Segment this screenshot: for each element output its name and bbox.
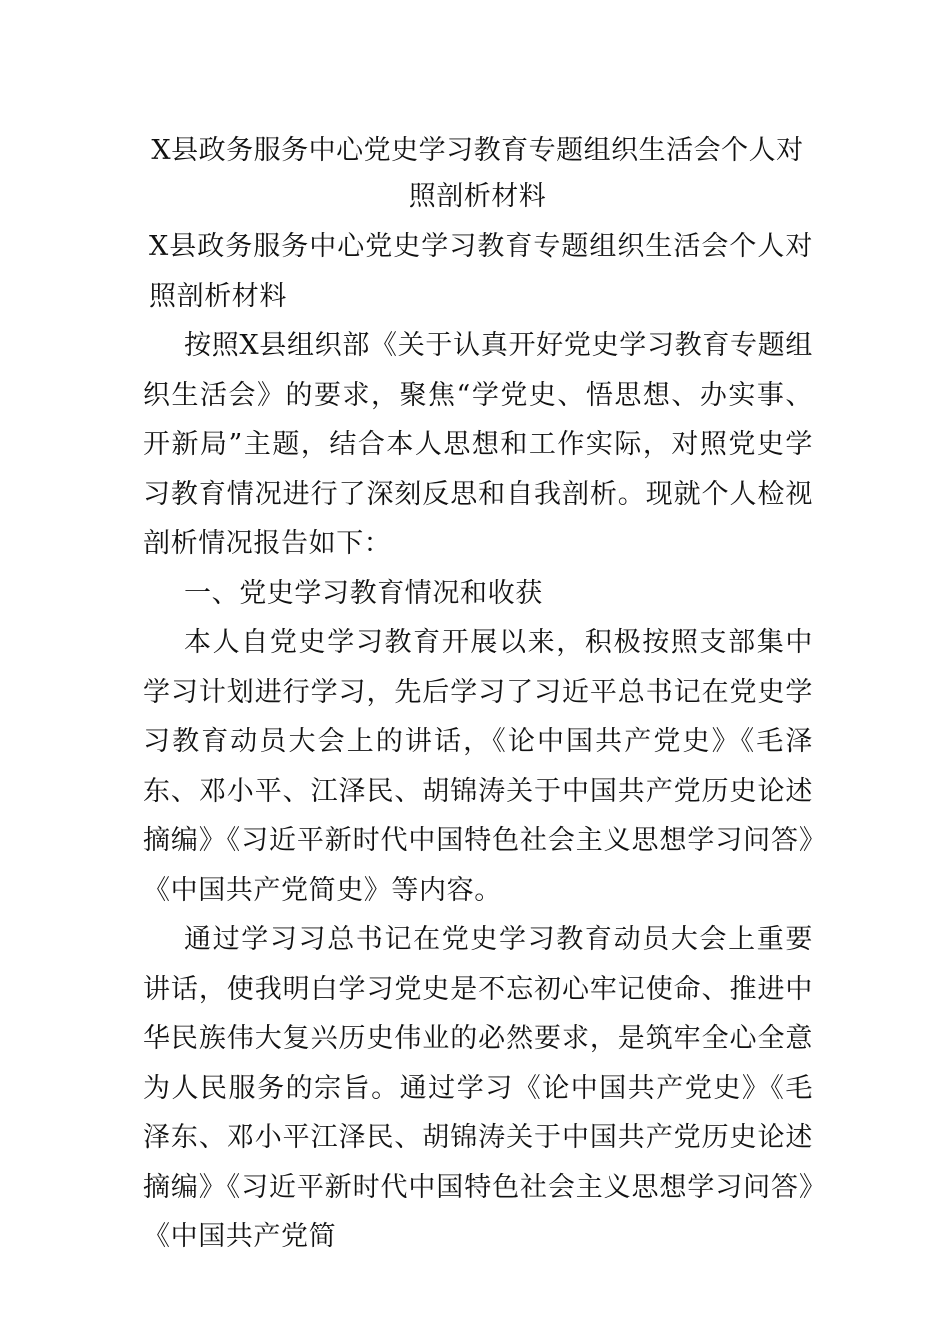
document-body [143,222,813,1262]
document-title: X县政务服务中心党史学习教育专题组织生活会个人对照剖析材料 [151,135,804,212]
paragraph-gains: 通过学习习总书记在党史学习教育动员大会上重要讲话，使我明白学习党史是不忘初心牢记使命、推进中华民族伟大复兴历史伟业的必然要求，是筑牢全心全意为人民服务的宗旨。通过学习《论中国共产党史》《毛泽东、邓小平江泽民、胡锦涛关于中国共产党历史论述摘编》《习近平新时代中国特色社会主义思想学习问答》《中国共产党简 [143,924,813,1252]
document-subtitle: X县政务服务中心党史学习教育专题组织生活会个人对照剖析材料 [149,231,813,312]
paragraph-study: 本人自党史学习教育开展以来，积极按照支部集中学习计划进行学习，先后学习了习近平总书记在党史学习教育动员大会上的讲话，《论中国共产党史》《毛泽东、邓小平、江泽民、胡锦涛关于中国共产党历史论述摘编》《习近平新时代中国特色社会主义思想学习问答》《中国共产党简史》等内容。 [143,627,813,906]
section-heading-1: 一、党史学习教育情况和收获 [184,577,543,609]
paragraph-intro: 按照X县组织部《关于认真开好党史学习教育专题组织生活会》的要求，聚焦“学党史、悟思想、办实事、开新局”主题，结合本人思想和工作实际，对照党史学习教育情况进行了深刻反思和自我剖析。现就个人检视剖析情况报告如下： [143,330,813,559]
